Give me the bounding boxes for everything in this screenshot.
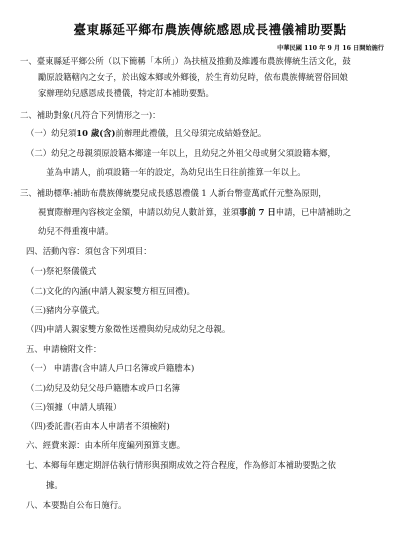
section-5-item-4: （四)委託書(若由本人申請者不須檢附) xyxy=(26,421,170,431)
section-3-line-3: 幼兒不得重複申請。 xyxy=(38,226,114,236)
document-title: 臺東縣延平鄉布農族傳統感恩成長禮儀補助要點 xyxy=(73,22,347,37)
section-2-item-1 xyxy=(26,128,266,139)
section-3-line-2-b: 申請，已申請補助之 xyxy=(275,207,352,217)
section-1-line-2: 勵原設籍轄內之女子，於出嫁本鄉或外鄉後，於生育幼兒時，依布農族傳統習俗回娘 xyxy=(38,72,348,82)
section-4-item-4: （四)申請人親家雙方象徵性送禮與幼兒成幼兒之母親。 xyxy=(26,324,231,334)
section-2-heading: 二、補助對象(凡符合下列情形之一)： xyxy=(20,110,161,120)
section-7-line-2: 據。 xyxy=(46,480,63,490)
section-3-line-2 xyxy=(38,207,351,218)
section-2-item-2-cont: 並為申請人，前項設籍一年的設定，為幼兒出生日往前推算一年以上。 xyxy=(46,167,306,177)
section-1-line-1: 一、臺東縣延平鄉公所（以下簡稱「本所」）為扶植及推動及維護布農族傳統生活文化，鼓 xyxy=(20,56,351,66)
section-2-item-1-b: 前辦理此禮儀，且父母須完成結婚登記。 xyxy=(115,128,267,138)
section-4-item-3: （三)豬肉分享儀式。 xyxy=(26,305,105,315)
section-5-heading: 五、申請檢附文件： xyxy=(26,344,102,354)
section-2-item-1-emphasis: 10 歲(含) xyxy=(76,128,116,138)
section-6-line: 六、經費來源：由本所年度編列預算支應。 xyxy=(26,440,186,450)
section-5-item-1: （一） 申請書(含申請人戶口名簿或戶籍謄本) xyxy=(26,363,195,373)
section-8-line: 八、本要點自公布日施行。 xyxy=(26,500,127,510)
section-5-item-3: （三)領據（申請人填報） xyxy=(26,402,122,412)
section-7-line-1: 七、本鄉每年應定期評估執行情形與預期成效之符合程度，作為修訂本補助要點之依 xyxy=(26,460,336,470)
section-2-item-1-a: （一）幼兒須 xyxy=(26,128,77,138)
section-3-emphasis: 事前 7 日 xyxy=(239,207,276,217)
section-5-item-2: （二)幼兒及幼兒父母戶籍謄本或戶口名簿 xyxy=(26,383,181,393)
section-3-line-2-a: 視實際辦理內容核定金額，申請以幼兒人數計算，並須 xyxy=(38,207,239,217)
section-4-item-2: （二)文化的內涵(申請人親家雙方相互回禮)。 xyxy=(26,286,195,296)
section-3-line-1: 三、補助標準:補助布農族傳統嬰兒成長感恩禮儀 1 人新台幣壹萬貳仟元整為原則， xyxy=(20,188,327,198)
section-2-item-2: （二）幼兒之母親須原設籍本鄉達一年以上，且幼兒之外祖父母或舅父須設籍本鄉， xyxy=(26,148,336,158)
effective-date: 中華民國 110 年 9 月 16 日開始施行 xyxy=(277,45,384,52)
section-1-line-3: 家辦理幼兒感恩成長禮儀，特定訂本補助要點。 xyxy=(38,88,214,98)
section-4-item-1: （一)祭祀祭儀儀式 xyxy=(26,266,97,276)
section-4-heading: 四、活動內容：須包含下列項目： xyxy=(26,246,152,256)
